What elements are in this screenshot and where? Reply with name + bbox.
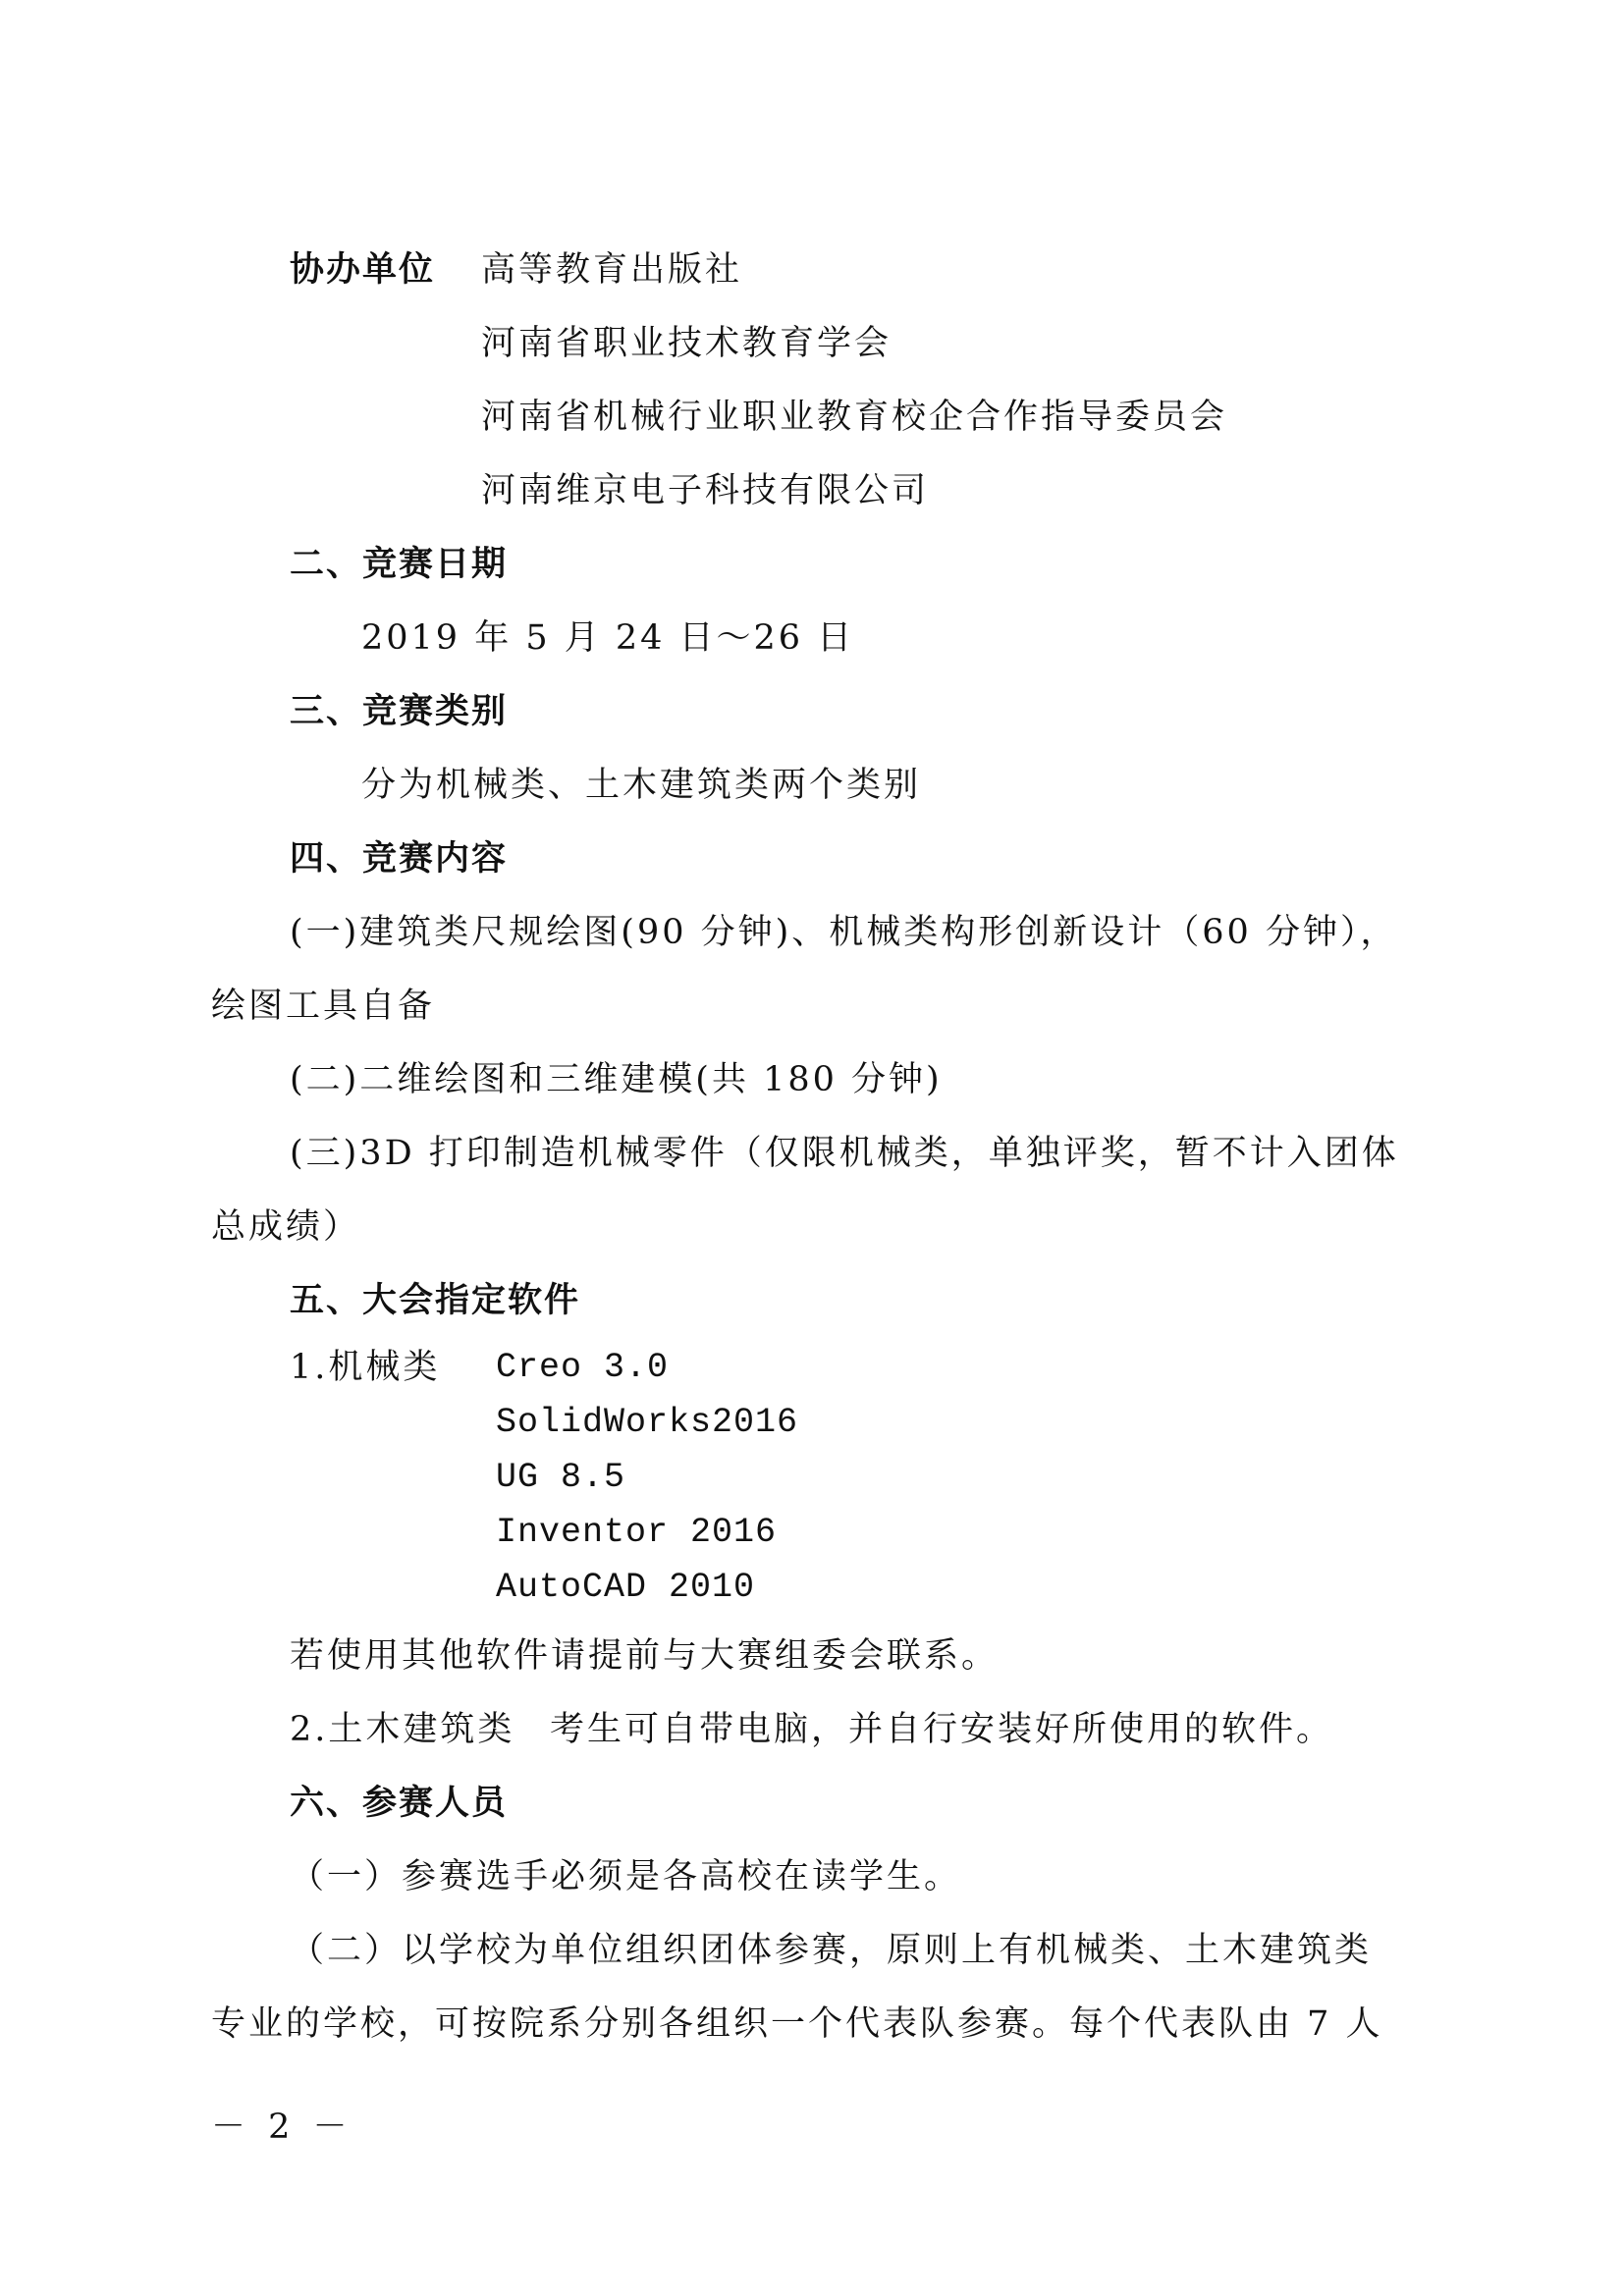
software-mech-label: 1.机械类 bbox=[290, 1348, 441, 1387]
section6-item2-line1: （二）以学校为单位组织团体参赛，原则上有机械类、土木建筑类 bbox=[290, 1931, 1373, 1970]
section3-heading: 三、竞赛类别 bbox=[290, 692, 509, 731]
section4-item3-line1: (三)3D 打印制造机械零件（仅限机械类，单独评奖，暂不计入团体 bbox=[290, 1134, 1399, 1173]
software-item-5: AutoCAD 2010 bbox=[496, 1568, 756, 1607]
cohost-unit-2: 河南省职业技术教育学会 bbox=[481, 324, 893, 363]
software-item-4: Inventor 2016 bbox=[496, 1513, 778, 1552]
software-civil-label: 2.土木建筑类 bbox=[290, 1710, 515, 1749]
software-note: 若使用其他软件请提前与大赛组委会联系。 bbox=[290, 1636, 1000, 1676]
cohost-unit-1: 高等教育出版社 bbox=[481, 250, 743, 290]
cohost-label: 协办单位 bbox=[290, 250, 436, 290]
software-civil-text: 考生可自带电脑，并自行安装好所使用的软件。 bbox=[550, 1710, 1334, 1749]
software-item-3: UG 8.5 bbox=[496, 1458, 626, 1497]
software-item-2: SolidWorks2016 bbox=[496, 1403, 799, 1442]
section6-item1: （一）参赛选手必须是各高校在读学生。 bbox=[290, 1857, 962, 1896]
section2-date: 2019 年 5 月 24 日～26 日 bbox=[361, 618, 855, 658]
section4-item3-line2: 总成绩） bbox=[211, 1207, 361, 1247]
page-number: － 2 － bbox=[211, 2108, 353, 2147]
cohost-unit-3: 河南省机械行业职业教育校企合作指导委员会 bbox=[481, 398, 1228, 437]
section4-heading: 四、竞赛内容 bbox=[290, 839, 509, 879]
section4-item1-line2: 绘图工具自备 bbox=[211, 987, 436, 1026]
cohost-unit-4: 河南维京电子科技有限公司 bbox=[481, 471, 930, 510]
section4-item1-line1: (一)建筑类尺规绘图(90 分钟)、机械类构形创新设计（60 分钟）， bbox=[290, 913, 1398, 952]
section6-item2-line2: 专业的学校，可按院系分别各组织一个代表队参赛。每个代表队由 7 人 bbox=[211, 2004, 1383, 2044]
section5-heading: 五、大会指定软件 bbox=[290, 1281, 581, 1320]
software-item-1: Creo 3.0 bbox=[496, 1348, 670, 1387]
section4-item2: (二)二维绘图和三维建模(共 180 分钟) bbox=[290, 1060, 943, 1099]
section3-text: 分为机械类、土木建筑类两个类别 bbox=[361, 766, 922, 805]
section2-heading: 二、竞赛日期 bbox=[290, 545, 509, 584]
section6-heading: 六、参赛人员 bbox=[290, 1784, 509, 1823]
